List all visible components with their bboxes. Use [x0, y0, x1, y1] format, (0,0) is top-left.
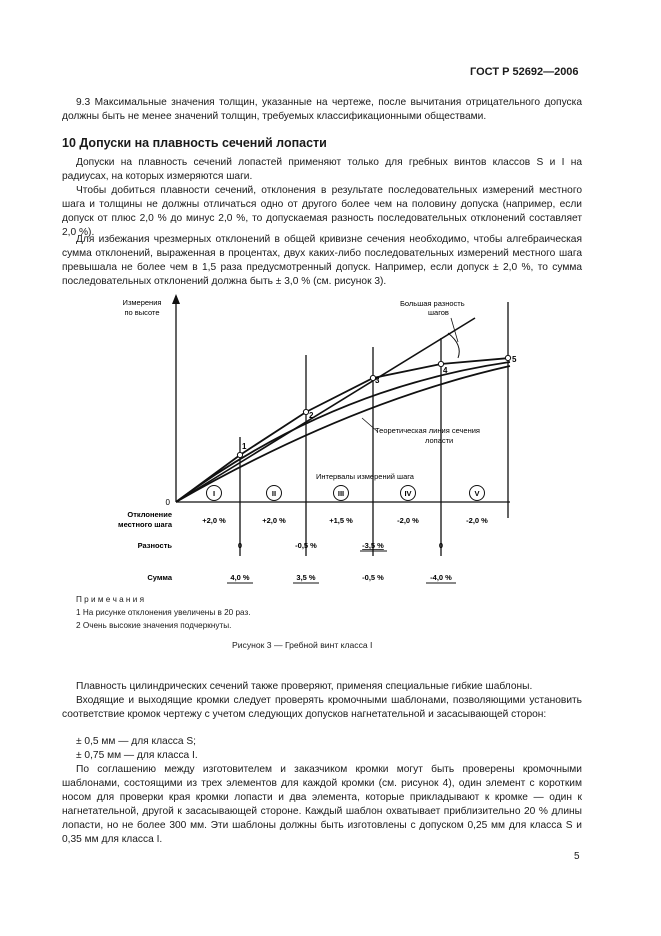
- interval-4: IV: [404, 489, 412, 498]
- paragraph-2: Чтобы добиться плавности сечений, отклонения в результате последовательных измерений местного шага и толщины не должны отличаться одно от другого более чем на половину допуска (например, если допуск от плюс 2,0 % до минус 2,0 %, то допускаемая разность последовательных отклонений составляет 2,0 %).: [62, 185, 582, 238]
- note-1: 1 На рисунке отклонения увеличены в 20 раз.: [76, 608, 251, 617]
- interval-1: I: [212, 489, 216, 498]
- big-difference-label-2: шагов: [428, 308, 449, 317]
- row-difference-label: Разность: [137, 541, 172, 550]
- point-label-5: 5: [512, 355, 517, 364]
- deviation-2: +2,0 %: [262, 516, 286, 525]
- point-label-2: 2: [309, 411, 314, 420]
- interval-2: II: [271, 489, 277, 498]
- difference-2: -0,5 %: [295, 541, 317, 550]
- figure-caption: Рисунок 3 — Гребной винт класса I: [232, 640, 373, 650]
- y-axis-arrow-icon: [172, 294, 180, 304]
- sum-1: 4,0 %: [230, 573, 250, 582]
- sum-3: -0,5 %: [362, 573, 384, 582]
- paragraph-1: Допуски на плавность сечений лопастей применяют только для гребных винтов классов S и I на радиусах, на которых измеряются шаги.: [62, 157, 582, 182]
- tolerance-class-i: ± 0,75 мм — для класса I.: [76, 750, 198, 761]
- notes-title: П р и м е ч а н и я: [76, 595, 145, 604]
- point-label-4: 4: [443, 366, 448, 375]
- interval-5: V: [474, 489, 480, 498]
- deviation-3: +1,5 %: [329, 516, 353, 525]
- theoretical-line-label-1: Теоретическая линия сечения: [375, 426, 480, 435]
- y-axis-label-2: по высоте: [124, 308, 160, 317]
- point-label-1: 1: [242, 442, 247, 451]
- deviation-5: -2,0 %: [466, 516, 488, 525]
- deviation-1: +2,0 %: [202, 516, 226, 525]
- y-axis-label-1: Измерения: [122, 298, 162, 307]
- paragraph-3: Для избежания чрезмерных отклонений в общей кривизне сечения необходимо, чтобы алгебраическая сумма отклонений, выраженная в процентах, двух каких-либо последовательных измерений местного шага превышала не более чем в 1,5 раза предусмотренный допуск. Например, если допуск ± 2,0 %, то сумма последовательных отклонений должна быть ± 3,0 % (см. рисунок 3).: [62, 234, 582, 287]
- row-deviation-label-2: местного шага: [118, 520, 172, 529]
- paragraph-templates: По соглашению между изготовителем и заказчиком кромки могут быть проверены кромочными шаблонами, состоящими из трех элементов для каждой кромки (см. рисунок 4), один элемент с коротким носом для проверки края кромки лопасти и два элемента, которые прикладывают к кромке — один к нагнетательной, другой к засасывающей стороне. Каждый шаблон охватывает приблизительно 20 % длины лопасти, но не более 300 мм. Эти шаблоны должны быть изготовлены с допуском 0,25 мм для класса S и 0,35 мм для класса I.: [62, 764, 582, 845]
- tolerance-class-s: ± 0,5 мм — для класса S;: [76, 736, 196, 747]
- theoretical-line-label-2: лопасти: [425, 436, 454, 445]
- page-number: 5: [574, 851, 580, 862]
- interval-3: III: [337, 489, 345, 498]
- big-difference-label-1: Большая разность: [400, 299, 465, 308]
- document-code: ГОСТ Р 52692—2006: [470, 66, 579, 78]
- paragraph-edges: Входящие и выходящие кромки следует проверять кромочными шаблонами, позволяющими установить соответствие кромок чертежу с учетом следующих допусков нагнетательной и засасывающей сторон:: [62, 695, 582, 720]
- sum-2: 3,5 %: [296, 573, 316, 582]
- difference-3: -3,5 %: [362, 541, 384, 550]
- point-label-3: 3: [375, 376, 380, 385]
- figure-pitch-diagram: [0, 290, 661, 590]
- difference-1: 0: [237, 541, 243, 550]
- section-title: 10 Допуски на плавность сечений лопасти: [62, 136, 327, 150]
- intervals-label: Интервалы измерений шага: [316, 472, 414, 481]
- row-deviation-label-1: Отклонение: [127, 510, 172, 519]
- note-2: 2 Очень высокие значения подчеркнуты.: [76, 621, 232, 630]
- difference-4: 0: [438, 541, 444, 550]
- origin-label: 0: [165, 498, 170, 507]
- paragraph-9-3: 9.3 Максимальные значения толщин, указанные на чертеже, после вычитания отрицательного допуска должны быть не менее значений толщин, требуемых классификационными обществами.: [62, 97, 582, 122]
- row-sum-label: Сумма: [147, 573, 172, 582]
- deviation-4: -2,0 %: [397, 516, 419, 525]
- sum-4: -4,0 %: [430, 573, 452, 582]
- paragraph-smoothness: Плавность цилиндрических сечений также проверяют, применяя специальные гибкие шаблоны.: [76, 681, 533, 692]
